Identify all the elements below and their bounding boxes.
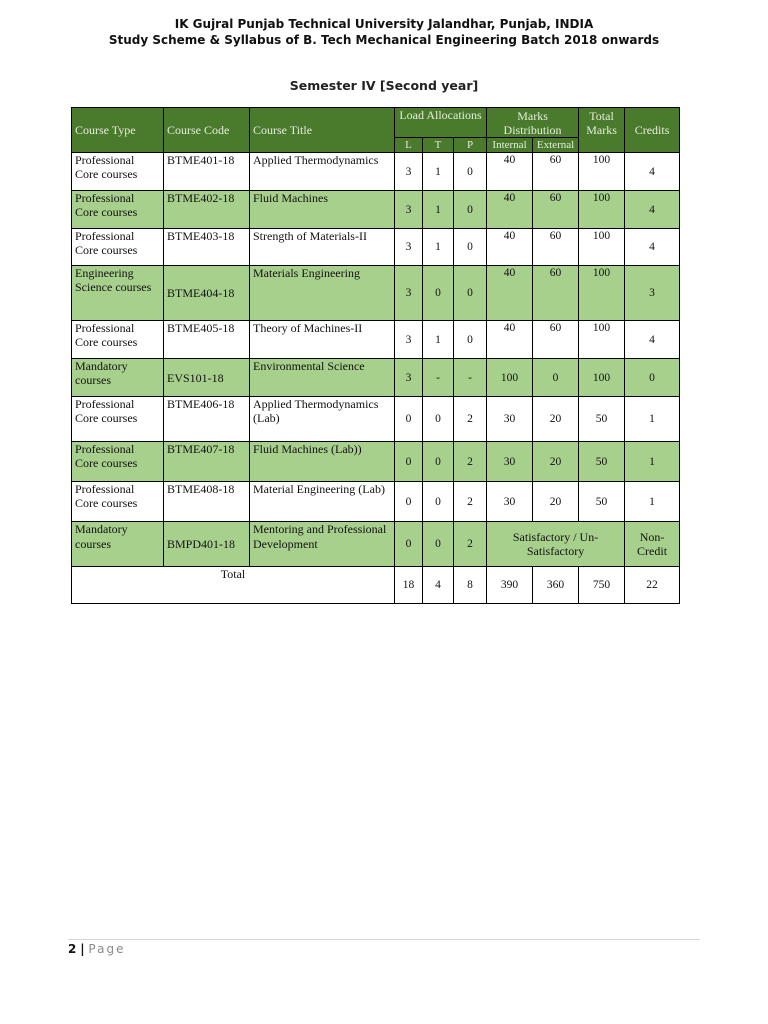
cell-credits: Non-Credit bbox=[625, 522, 680, 567]
header-l: L bbox=[395, 138, 423, 153]
cell-marks-status: Satisfactory / Un-Satisfactory bbox=[487, 522, 625, 567]
cell-t: 1 bbox=[423, 191, 454, 229]
cell-total-internal: 390 bbox=[487, 567, 533, 604]
cell-course-title: Fluid Machines bbox=[250, 191, 395, 229]
table-row bbox=[72, 321, 680, 359]
cell-total-t: 4 bbox=[423, 567, 454, 604]
cell-t: 0 bbox=[423, 522, 454, 567]
cell-internal: 40 bbox=[487, 229, 533, 266]
cell-internal: 40 bbox=[487, 191, 533, 229]
cell-t: 1 bbox=[423, 153, 454, 191]
cell-course-code: BTME407-18 bbox=[164, 442, 250, 482]
cell-course-title: Applied Thermodynamics bbox=[250, 153, 395, 191]
header-credits: Credits bbox=[625, 108, 680, 153]
cell-course-title: Theory of Machines-II bbox=[250, 321, 395, 359]
cell-external: 20 bbox=[533, 442, 579, 482]
cell-total-marks: 50 bbox=[579, 482, 625, 522]
cell-course-type: Professional Core courses bbox=[72, 191, 164, 229]
table-row bbox=[72, 442, 680, 482]
header-total-marks: Total Marks bbox=[579, 108, 625, 153]
cell-credits: 1 bbox=[625, 442, 680, 482]
table-row bbox=[72, 229, 680, 266]
cell-credits: 4 bbox=[625, 153, 680, 191]
header-internal: Internal bbox=[487, 138, 533, 153]
cell-course-title: Applied Thermodynamics (Lab) bbox=[250, 397, 395, 442]
cell-external: 20 bbox=[533, 482, 579, 522]
cell-course-type: Mandatory courses bbox=[72, 522, 164, 567]
cell-p: 2 bbox=[454, 397, 487, 442]
cell-l: 3 bbox=[395, 359, 423, 397]
syllabus-title: Study Scheme & Syllabus of B. Tech Mechanical Engineering Batch 2018 onwards bbox=[108, 33, 660, 47]
page-footer bbox=[68, 942, 125, 956]
cell-l: 3 bbox=[395, 229, 423, 266]
cell-p: 0 bbox=[454, 229, 487, 266]
cell-l: 3 bbox=[395, 266, 423, 321]
cell-course-type: Professional Core courses bbox=[72, 442, 164, 482]
cell-t: 1 bbox=[423, 229, 454, 266]
cell-total-l: 18 bbox=[395, 567, 423, 604]
cell-course-type: Professional Core courses bbox=[72, 153, 164, 191]
cell-course-type: Mandatory courses bbox=[72, 359, 164, 397]
header-marks-distribution: Marks Distribution bbox=[487, 108, 579, 138]
cell-course-title: Materials Engineering bbox=[250, 266, 395, 321]
table-row bbox=[72, 153, 680, 191]
cell-course-type: Engineering Science courses bbox=[72, 266, 164, 321]
cell-course-title: Fluid Machines (Lab)) bbox=[250, 442, 395, 482]
table-row bbox=[72, 397, 680, 442]
page-label: Page bbox=[88, 942, 126, 956]
cell-internal: 30 bbox=[487, 442, 533, 482]
cell-l: 0 bbox=[395, 522, 423, 567]
table-row bbox=[72, 359, 680, 397]
header-p: P bbox=[454, 138, 487, 153]
cell-external: 60 bbox=[533, 191, 579, 229]
table-row bbox=[72, 266, 680, 321]
header-course-code: Course Code bbox=[164, 108, 250, 153]
cell-l: 3 bbox=[395, 191, 423, 229]
cell-total-marks: 100 bbox=[579, 229, 625, 266]
study-scheme-table bbox=[71, 107, 680, 604]
cell-total-marks: 750 bbox=[579, 567, 625, 604]
table-row bbox=[72, 482, 680, 522]
cell-course-type: Professional Core courses bbox=[72, 397, 164, 442]
cell-course-code: BTME408-18 bbox=[164, 482, 250, 522]
cell-total-marks: 100 bbox=[579, 321, 625, 359]
cell-course-code: BMPD401-18 bbox=[164, 522, 250, 567]
cell-course-code: BTME404-18 bbox=[164, 266, 250, 321]
cell-external: 60 bbox=[533, 321, 579, 359]
cell-credits: 4 bbox=[625, 191, 680, 229]
cell-internal: 40 bbox=[487, 266, 533, 321]
cell-p: 0 bbox=[454, 321, 487, 359]
cell-external: 20 bbox=[533, 397, 579, 442]
cell-credits: 3 bbox=[625, 266, 680, 321]
cell-l: 3 bbox=[395, 153, 423, 191]
university-title: IK Gujral Punjab Technical University Jalandhar, Punjab, INDIA bbox=[174, 17, 594, 31]
header-external: External bbox=[533, 138, 579, 153]
cell-credits: 0 bbox=[625, 359, 680, 397]
cell-external: 60 bbox=[533, 266, 579, 321]
cell-p: 2 bbox=[454, 442, 487, 482]
cell-course-code: EVS101-18 bbox=[164, 359, 250, 397]
cell-t: 0 bbox=[423, 482, 454, 522]
cell-course-title: Strength of Materials-II bbox=[250, 229, 395, 266]
cell-total-p: 8 bbox=[454, 567, 487, 604]
cell-l: 0 bbox=[395, 442, 423, 482]
cell-t: 0 bbox=[423, 266, 454, 321]
cell-total-external: 360 bbox=[533, 567, 579, 604]
page-number: 2 bbox=[68, 942, 77, 956]
cell-p: 2 bbox=[454, 522, 487, 567]
header-t: T bbox=[423, 138, 454, 153]
cell-total-credits: 22 bbox=[625, 567, 680, 604]
cell-course-type: Professional Core courses bbox=[72, 229, 164, 266]
cell-course-title: Mentoring and Professional Development bbox=[250, 522, 395, 567]
cell-t: 0 bbox=[423, 397, 454, 442]
cell-total-marks: 100 bbox=[579, 359, 625, 397]
cell-credits: 4 bbox=[625, 321, 680, 359]
cell-total-marks: 50 bbox=[579, 442, 625, 482]
cell-course-type: Professional Core courses bbox=[72, 482, 164, 522]
table-row-mentoring bbox=[72, 522, 680, 567]
cell-p: 0 bbox=[454, 153, 487, 191]
header-load-allocations: Load Allocations bbox=[395, 108, 487, 138]
cell-p: 0 bbox=[454, 266, 487, 321]
cell-p: 2 bbox=[454, 482, 487, 522]
cell-l: 0 bbox=[395, 397, 423, 442]
header-course-type: Course Type bbox=[72, 108, 164, 153]
cell-credits: 1 bbox=[625, 397, 680, 442]
cell-external: 60 bbox=[533, 229, 579, 266]
table-row-total bbox=[72, 567, 680, 604]
footer-divider bbox=[68, 939, 700, 940]
cell-course-title: Material Engineering (Lab) bbox=[250, 482, 395, 522]
cell-external: 60 bbox=[533, 153, 579, 191]
cell-total-marks: 100 bbox=[579, 191, 625, 229]
cell-course-code: BTME403-18 bbox=[164, 229, 250, 266]
cell-l: 3 bbox=[395, 321, 423, 359]
cell-internal: 30 bbox=[487, 397, 533, 442]
cell-internal: 100 bbox=[487, 359, 533, 397]
cell-credits: 4 bbox=[625, 229, 680, 266]
cell-p: - bbox=[454, 359, 487, 397]
cell-course-code: BTME405-18 bbox=[164, 321, 250, 359]
cell-external: 0 bbox=[533, 359, 579, 397]
cell-internal: 40 bbox=[487, 321, 533, 359]
cell-t: - bbox=[423, 359, 454, 397]
cell-total-label: Total bbox=[72, 567, 395, 604]
cell-credits: 1 bbox=[625, 482, 680, 522]
cell-course-code: BTME402-18 bbox=[164, 191, 250, 229]
cell-t: 1 bbox=[423, 321, 454, 359]
cell-l: 0 bbox=[395, 482, 423, 522]
cell-p: 0 bbox=[454, 191, 487, 229]
table-row bbox=[72, 191, 680, 229]
cell-internal: 40 bbox=[487, 153, 533, 191]
cell-course-title: Environmental Science bbox=[250, 359, 395, 397]
cell-total-marks: 100 bbox=[579, 153, 625, 191]
cell-internal: 30 bbox=[487, 482, 533, 522]
cell-course-type: Professional Core courses bbox=[72, 321, 164, 359]
cell-total-marks: 100 bbox=[579, 266, 625, 321]
table-body bbox=[72, 153, 680, 604]
document-header bbox=[0, 16, 768, 48]
cell-course-code: BTME406-18 bbox=[164, 397, 250, 442]
footer-separator: | bbox=[80, 942, 85, 956]
semester-title: Semester IV [Second year] bbox=[289, 78, 479, 93]
cell-total-marks: 50 bbox=[579, 397, 625, 442]
header-course-title: Course Title bbox=[250, 108, 395, 153]
cell-course-code: BTME401-18 bbox=[164, 153, 250, 191]
cell-t: 0 bbox=[423, 442, 454, 482]
